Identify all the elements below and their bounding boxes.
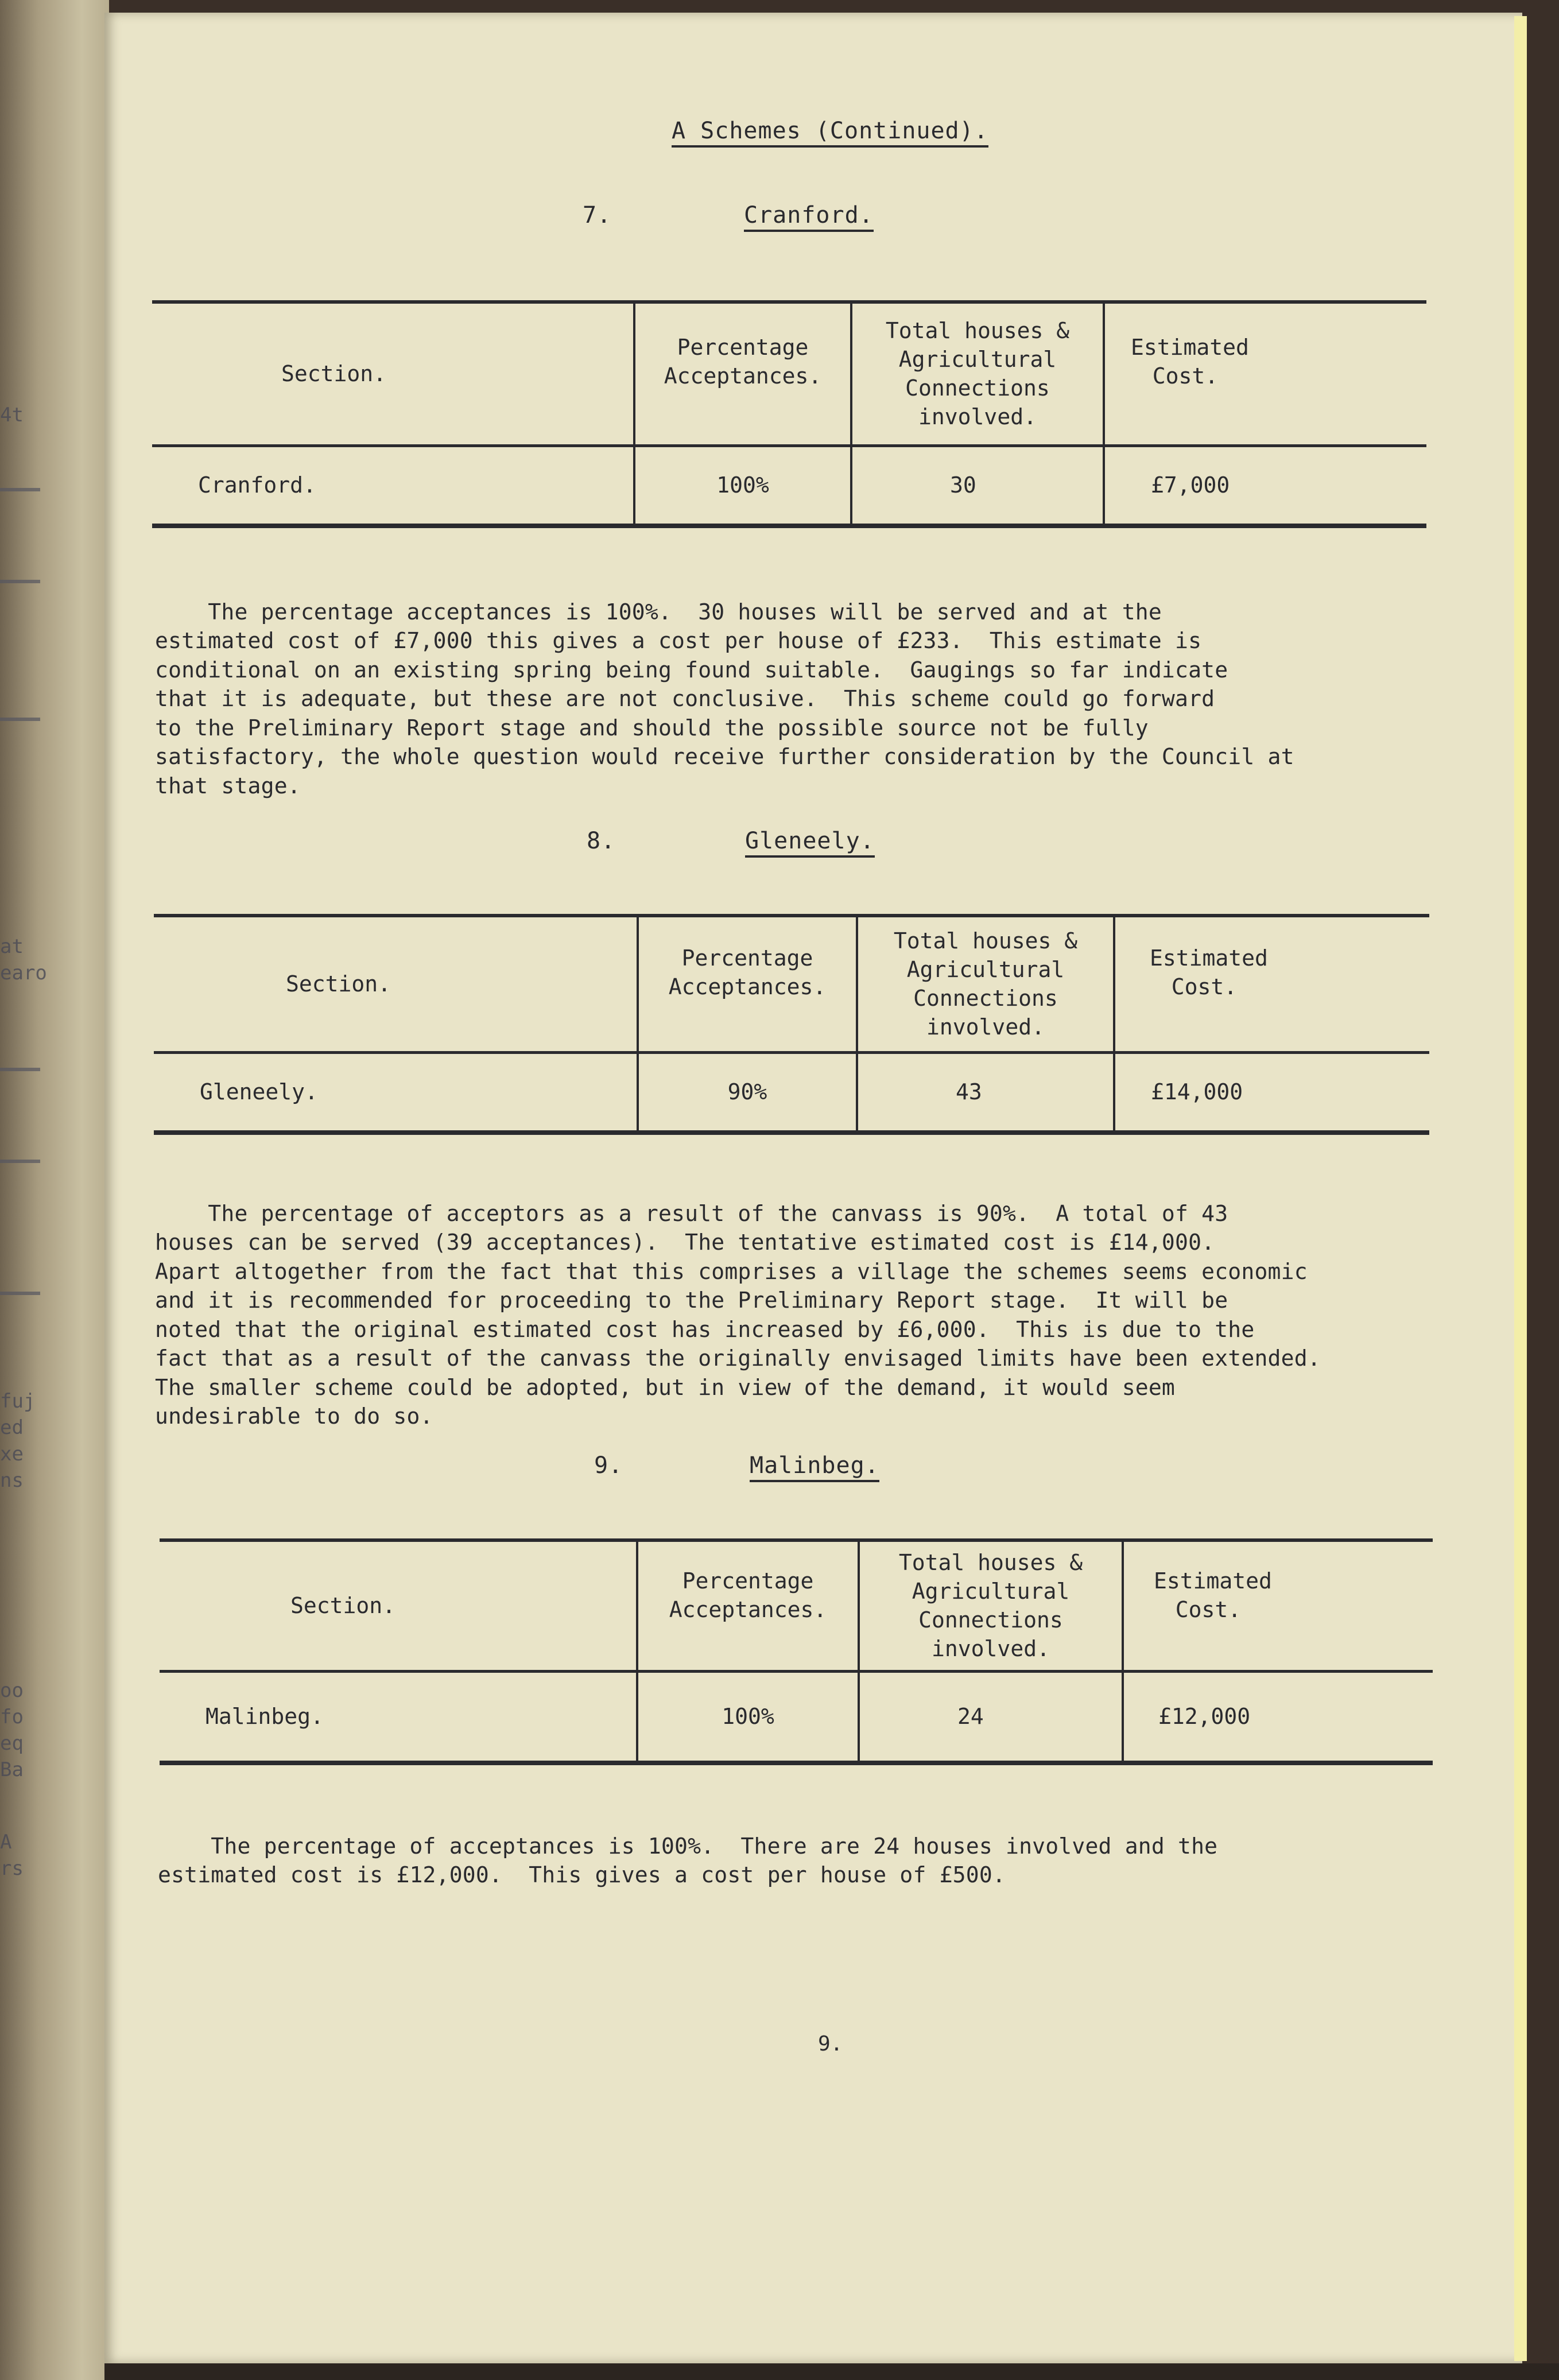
scheme-table [154,914,1429,1135]
adjacent-page-edge [0,0,109,2380]
header-total-houses: Total houses & Agricultural Connections involved. [885,318,1070,430]
cell-percentage: 100% [716,472,769,498]
header-percentage: Percentage Acceptances. [668,945,827,1000]
section-title: Malinbeg. [750,1452,879,1482]
table-row [154,1052,1429,1133]
section-title: Cranford. [744,202,874,232]
cell-section: Malinbeg. [205,1704,324,1730]
adjacent-page-fragments: 4t at earo fuj ed xe ns oo fo eq Ba A rs [0,404,47,1880]
scanner-bottom-border [104,2363,1559,2380]
table-row [160,1671,1433,1763]
cell-estimated-cost: £14,000 [1151,1079,1243,1105]
section-paragraph: The percentage of acceptances is 100%. There are 24 houses involved and the estimated cost is £12,000. This gives a cost per house of £500. [158,1833,1218,1887]
header-section: Section. [286,971,391,997]
section-number: 8. [587,828,616,854]
cell-total-houses: 30 [950,472,976,498]
scheme-table [160,1538,1433,1765]
header-percentage: Percentage Acceptances. [664,335,822,389]
section-title: Gleneely. [745,828,875,858]
page-number: 9. [818,2032,843,2056]
cell-percentage: 90% [727,1079,767,1105]
header-estimated-cost: Estimated Cost. [1154,1568,1272,1623]
header-estimated-cost: Estimated Cost. [1131,335,1249,389]
cell-total-houses: 24 [957,1704,984,1730]
cell-section: Cranford. [198,472,316,498]
section-number: 7. [583,202,612,228]
cell-estimated-cost: £12,000 [1158,1704,1251,1730]
header-section: Section. [290,1593,396,1619]
cell-percentage: 100% [722,1704,774,1730]
header-total-houses: Total houses & Agricultural Connections involved. [893,928,1078,1040]
section-paragraph: The percentage acceptances is 100%. 30 houses will be served and at the estimated cost of £7,000 this gives a cost per house of £233. This estimate is conditional on an existing spring being found suitable. Gaugings so far indicate that it is adequate, but these are not conclusive. This scheme could go forward to the Preliminary Report stage and should the possible source not be fully satisfactory, the whole question would receive further consideration by the Council at that stage. [155,599,1294,798]
cell-section: Gleneely. [200,1079,318,1105]
cell-estimated-cost: £7,000 [1151,472,1230,498]
cell-total-houses: 43 [956,1079,982,1105]
header-section: Section. [281,361,387,387]
header-total-houses: Total houses & Agricultural Connections involved. [898,1550,1083,1662]
header-estimated-cost: Estimated Cost. [1150,945,1268,1000]
page-title: A Schemes (Continued). [672,118,988,148]
scheme-table [152,300,1426,528]
page-edge-strip [1514,16,1527,2361]
table-row [152,445,1426,526]
section-number: 9. [594,1452,623,1479]
header-percentage: Percentage Acceptances. [669,1568,827,1623]
section-paragraph: The percentage of acceptors as a result of the canvass is 90%. A total of 43 houses can be served (39 acceptances). The tentative estimated cost is £14,000. Apart altogether from the fact that this comprises a village the schemes seems economic and it is recommended for proceeding to the Preliminary Report stage. It will be noted that the original estimated cost has increased by £6,000. This is due to the fact that as a result of the canvass the originally envisaged limits have been extended. The smaller scheme could be adopted, but in view of the demand, it would seem undesirable to do so. [155,1200,1321,1429]
